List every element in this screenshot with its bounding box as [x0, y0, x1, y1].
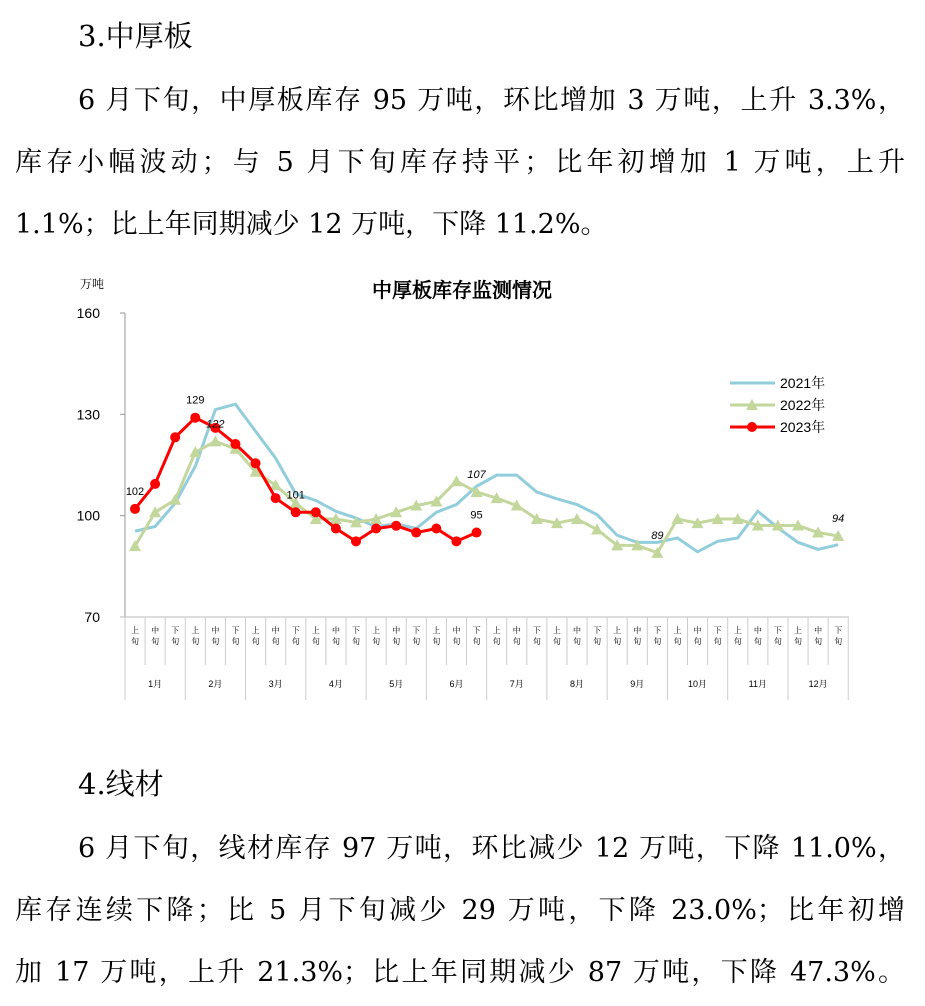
- x-tick-label: 下旬: [713, 626, 722, 646]
- series-line-2022年: [135, 441, 838, 552]
- x-tick-label: 中旬: [573, 626, 582, 646]
- x-tick-label: 中旬: [392, 626, 401, 646]
- x-tick-label: 上旬: [492, 626, 501, 646]
- data-point: [431, 524, 441, 534]
- y-tick-label: 130: [76, 406, 100, 423]
- data-point: [230, 439, 240, 449]
- data-point: [251, 458, 261, 468]
- x-tick-label: 上旬: [794, 626, 803, 646]
- x-tick-label: 下旬: [593, 626, 602, 646]
- x-tick-label: 中旬: [693, 626, 702, 646]
- x-tick-label: 下旬: [653, 626, 662, 646]
- data-label: 89: [651, 529, 664, 542]
- x-tick-label: 下旬: [834, 626, 843, 646]
- x-tick-label: 中旬: [452, 626, 461, 646]
- x-tick-label: 下旬: [352, 626, 361, 646]
- data-point: [311, 507, 321, 517]
- data-label: 122: [206, 418, 225, 431]
- paragraph-line: 1.1%；比上年同期减少 12 万吨，下降 11.2%。: [15, 209, 608, 240]
- paragraph-line: 库存小幅波动；与 5 月下旬库存持平；比年初增加 1 万吨，上升: [15, 147, 905, 178]
- paragraph-line: 库存连续下降；比 5 月下旬减少 29 万吨，下降 23.0%；比年初增: [15, 895, 905, 926]
- y-tick-label: 160: [76, 305, 100, 321]
- x-tick-label: 上旬: [733, 626, 742, 646]
- data-point: [371, 524, 381, 534]
- y-tick-label: 100: [76, 507, 100, 524]
- x-tick-label: 上旬: [372, 626, 381, 646]
- x-tick-label: 上旬: [673, 626, 682, 646]
- data-point: [391, 521, 401, 531]
- legend-marker: [747, 422, 757, 432]
- data-point: [130, 504, 140, 514]
- x-month-label: 10月: [688, 679, 708, 689]
- x-tick-label: 下旬: [412, 626, 421, 646]
- x-tick-label: 下旬: [532, 626, 541, 646]
- y-tick-label: 70: [84, 609, 100, 625]
- data-point: [209, 435, 221, 446]
- x-month-label: 1月: [148, 679, 163, 689]
- x-month-label: 8月: [570, 679, 585, 689]
- x-tick-label: 中旬: [633, 626, 642, 646]
- x-tick-label: 中旬: [753, 626, 762, 646]
- data-label: 107: [467, 469, 486, 482]
- legend-label: 2023年: [780, 419, 826, 435]
- data-label: 102: [125, 485, 145, 498]
- data-label: 129: [186, 394, 205, 407]
- data-label: 101: [286, 489, 305, 502]
- data-point: [450, 475, 462, 486]
- x-tick-label: 下旬: [472, 626, 481, 646]
- x-tick-label: 下旬: [773, 626, 782, 646]
- data-point: [271, 493, 281, 503]
- x-tick-label: 中旬: [271, 626, 280, 646]
- x-tick-label: 中旬: [151, 626, 160, 646]
- data-point: [411, 528, 421, 538]
- section-heading-plate: 3.中厚板: [78, 19, 193, 53]
- x-tick-label: 下旬: [291, 626, 300, 646]
- data-point: [351, 536, 361, 546]
- y-axis-unit: 万吨: [80, 277, 105, 291]
- paragraph-line: 6 月下旬，中厚板库存 95 万吨，环比增加 3 万吨，上升 3.3%，: [78, 85, 905, 116]
- legend-label: 2022年: [780, 397, 826, 413]
- x-tick-label: 中旬: [814, 626, 823, 646]
- data-point: [170, 432, 180, 442]
- data-label: 95: [470, 509, 483, 522]
- x-month-label: 7月: [509, 679, 524, 689]
- x-month-label: 5月: [389, 679, 404, 689]
- data-point: [472, 528, 482, 538]
- data-point: [150, 479, 160, 489]
- section-heading-wire: 4.线材: [78, 767, 164, 801]
- x-tick-label: 上旬: [191, 626, 200, 646]
- x-month-label: 6月: [449, 679, 464, 689]
- x-month-label: 4月: [328, 679, 343, 689]
- x-month-label: 11月: [748, 679, 768, 689]
- x-tick-label: 上旬: [613, 626, 622, 646]
- x-tick-label: 中旬: [512, 626, 521, 646]
- x-tick-label: 上旬: [131, 626, 140, 646]
- x-tick-label: 上旬: [432, 626, 441, 646]
- x-tick-label: 下旬: [231, 626, 240, 646]
- x-tick-label: 上旬: [552, 626, 561, 646]
- data-label: 94: [832, 512, 845, 525]
- data-point: [291, 507, 301, 517]
- x-tick-label: 上旬: [251, 626, 260, 646]
- x-tick-label: 下旬: [171, 626, 180, 646]
- x-month-label: 12月: [808, 679, 828, 689]
- x-month-label: 9月: [630, 679, 645, 689]
- chart-title: 中厚板库存监测情况: [372, 280, 552, 302]
- paragraph-line: 6 月下旬，线材库存 97 万吨，环比减少 12 万吨，下降 11.0%，: [78, 833, 905, 864]
- x-month-label: 2月: [208, 679, 223, 689]
- x-tick-label: 中旬: [331, 626, 340, 646]
- data-point: [451, 536, 461, 546]
- data-point: [190, 413, 200, 423]
- data-point: [331, 524, 341, 534]
- legend-label: 2021年: [780, 375, 826, 391]
- x-tick-label: 上旬: [311, 626, 320, 646]
- paragraph-line: 加 17 万吨，上升 21.3%；比上年同期减少 87 万吨，下降 47.3%。: [15, 957, 905, 988]
- x-month-label: 3月: [268, 679, 283, 689]
- x-tick-label: 中旬: [211, 626, 220, 646]
